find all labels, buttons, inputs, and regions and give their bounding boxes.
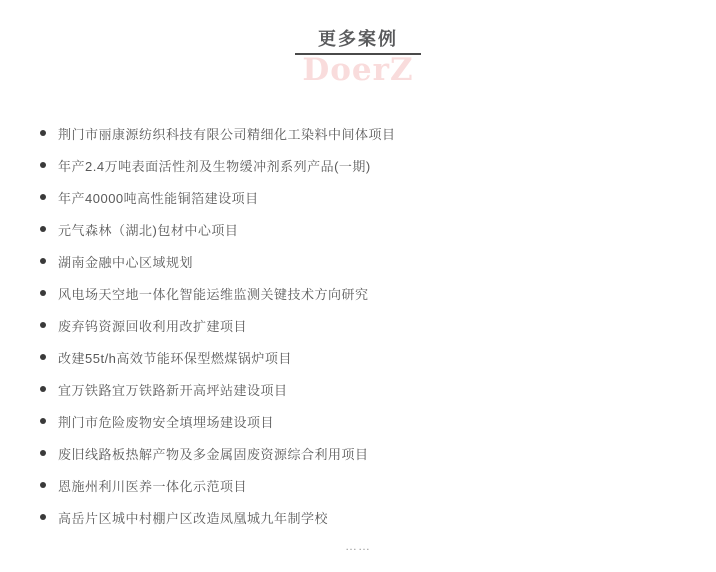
case-list-item[interactable] — [40, 245, 396, 277]
case-title: 湖南金融中心区域规划 — [58, 254, 194, 270]
case-title: 宜万铁路宜万铁路新开高坪站建设项目 — [58, 382, 288, 398]
case-list-item[interactable] — [40, 213, 396, 245]
case-list-item[interactable] — [40, 405, 396, 437]
bullet-icon — [40, 194, 46, 200]
watermark-logo: DoerZ — [302, 52, 414, 88]
bullet-icon — [40, 450, 46, 456]
case-list-item[interactable] — [40, 309, 396, 341]
case-list-item[interactable] — [40, 469, 396, 501]
bullet-icon — [40, 386, 46, 392]
case-title: 荆门市丽康源纺织科技有限公司精细化工染料中间体项目 — [58, 126, 396, 142]
page-title: 更多案例 — [318, 29, 398, 49]
bullet-icon — [40, 258, 46, 264]
bullet-icon — [40, 290, 46, 296]
case-title: 废弃钨资源回收利用改扩建项目 — [58, 318, 248, 334]
case-list-item[interactable] — [40, 149, 396, 181]
case-title: 废旧线路板热解产物及多金属固废资源综合利用项目 — [58, 446, 369, 462]
case-title: 高岳片区城中村棚户区改造凤凰城九年制学校 — [58, 510, 329, 526]
case-title: 荆门市危险废物安全填埋场建设项目 — [58, 414, 275, 430]
case-list-item[interactable] — [40, 437, 396, 469]
bullet-icon — [40, 130, 46, 136]
case-list-item[interactable] — [40, 341, 396, 373]
case-list-item[interactable] — [40, 117, 396, 149]
bullet-icon — [40, 354, 46, 360]
bullet-icon — [40, 482, 46, 488]
case-list-item[interactable] — [40, 501, 396, 533]
more-items-ellipsis: …… — [345, 539, 371, 553]
case-list-item[interactable] — [40, 181, 396, 213]
case-title: 改建55t/h高效节能环保型燃煤锅炉项目 — [58, 350, 292, 366]
bullet-icon — [40, 514, 46, 520]
case-title: 年产40000吨高性能铜箔建设项目 — [58, 190, 259, 206]
case-title: 年产2.4万吨表面活性剂及生物缓冲剂系列产品(一期) — [58, 158, 371, 174]
case-title: 元气森林（湖北)包材中心项目 — [58, 222, 239, 238]
case-list-item[interactable] — [40, 277, 396, 309]
case-title: 风电场天空地一体化智能运维监测关键技术方向研究 — [58, 286, 369, 302]
bullet-icon — [40, 418, 46, 424]
section-header — [0, 28, 716, 87]
bullet-icon — [40, 322, 46, 328]
case-title: 恩施州利川医养一体化示范项目 — [58, 478, 248, 494]
case-list — [40, 117, 396, 533]
case-list-item[interactable] — [40, 373, 396, 405]
bullet-icon — [40, 162, 46, 168]
bullet-icon — [40, 226, 46, 232]
